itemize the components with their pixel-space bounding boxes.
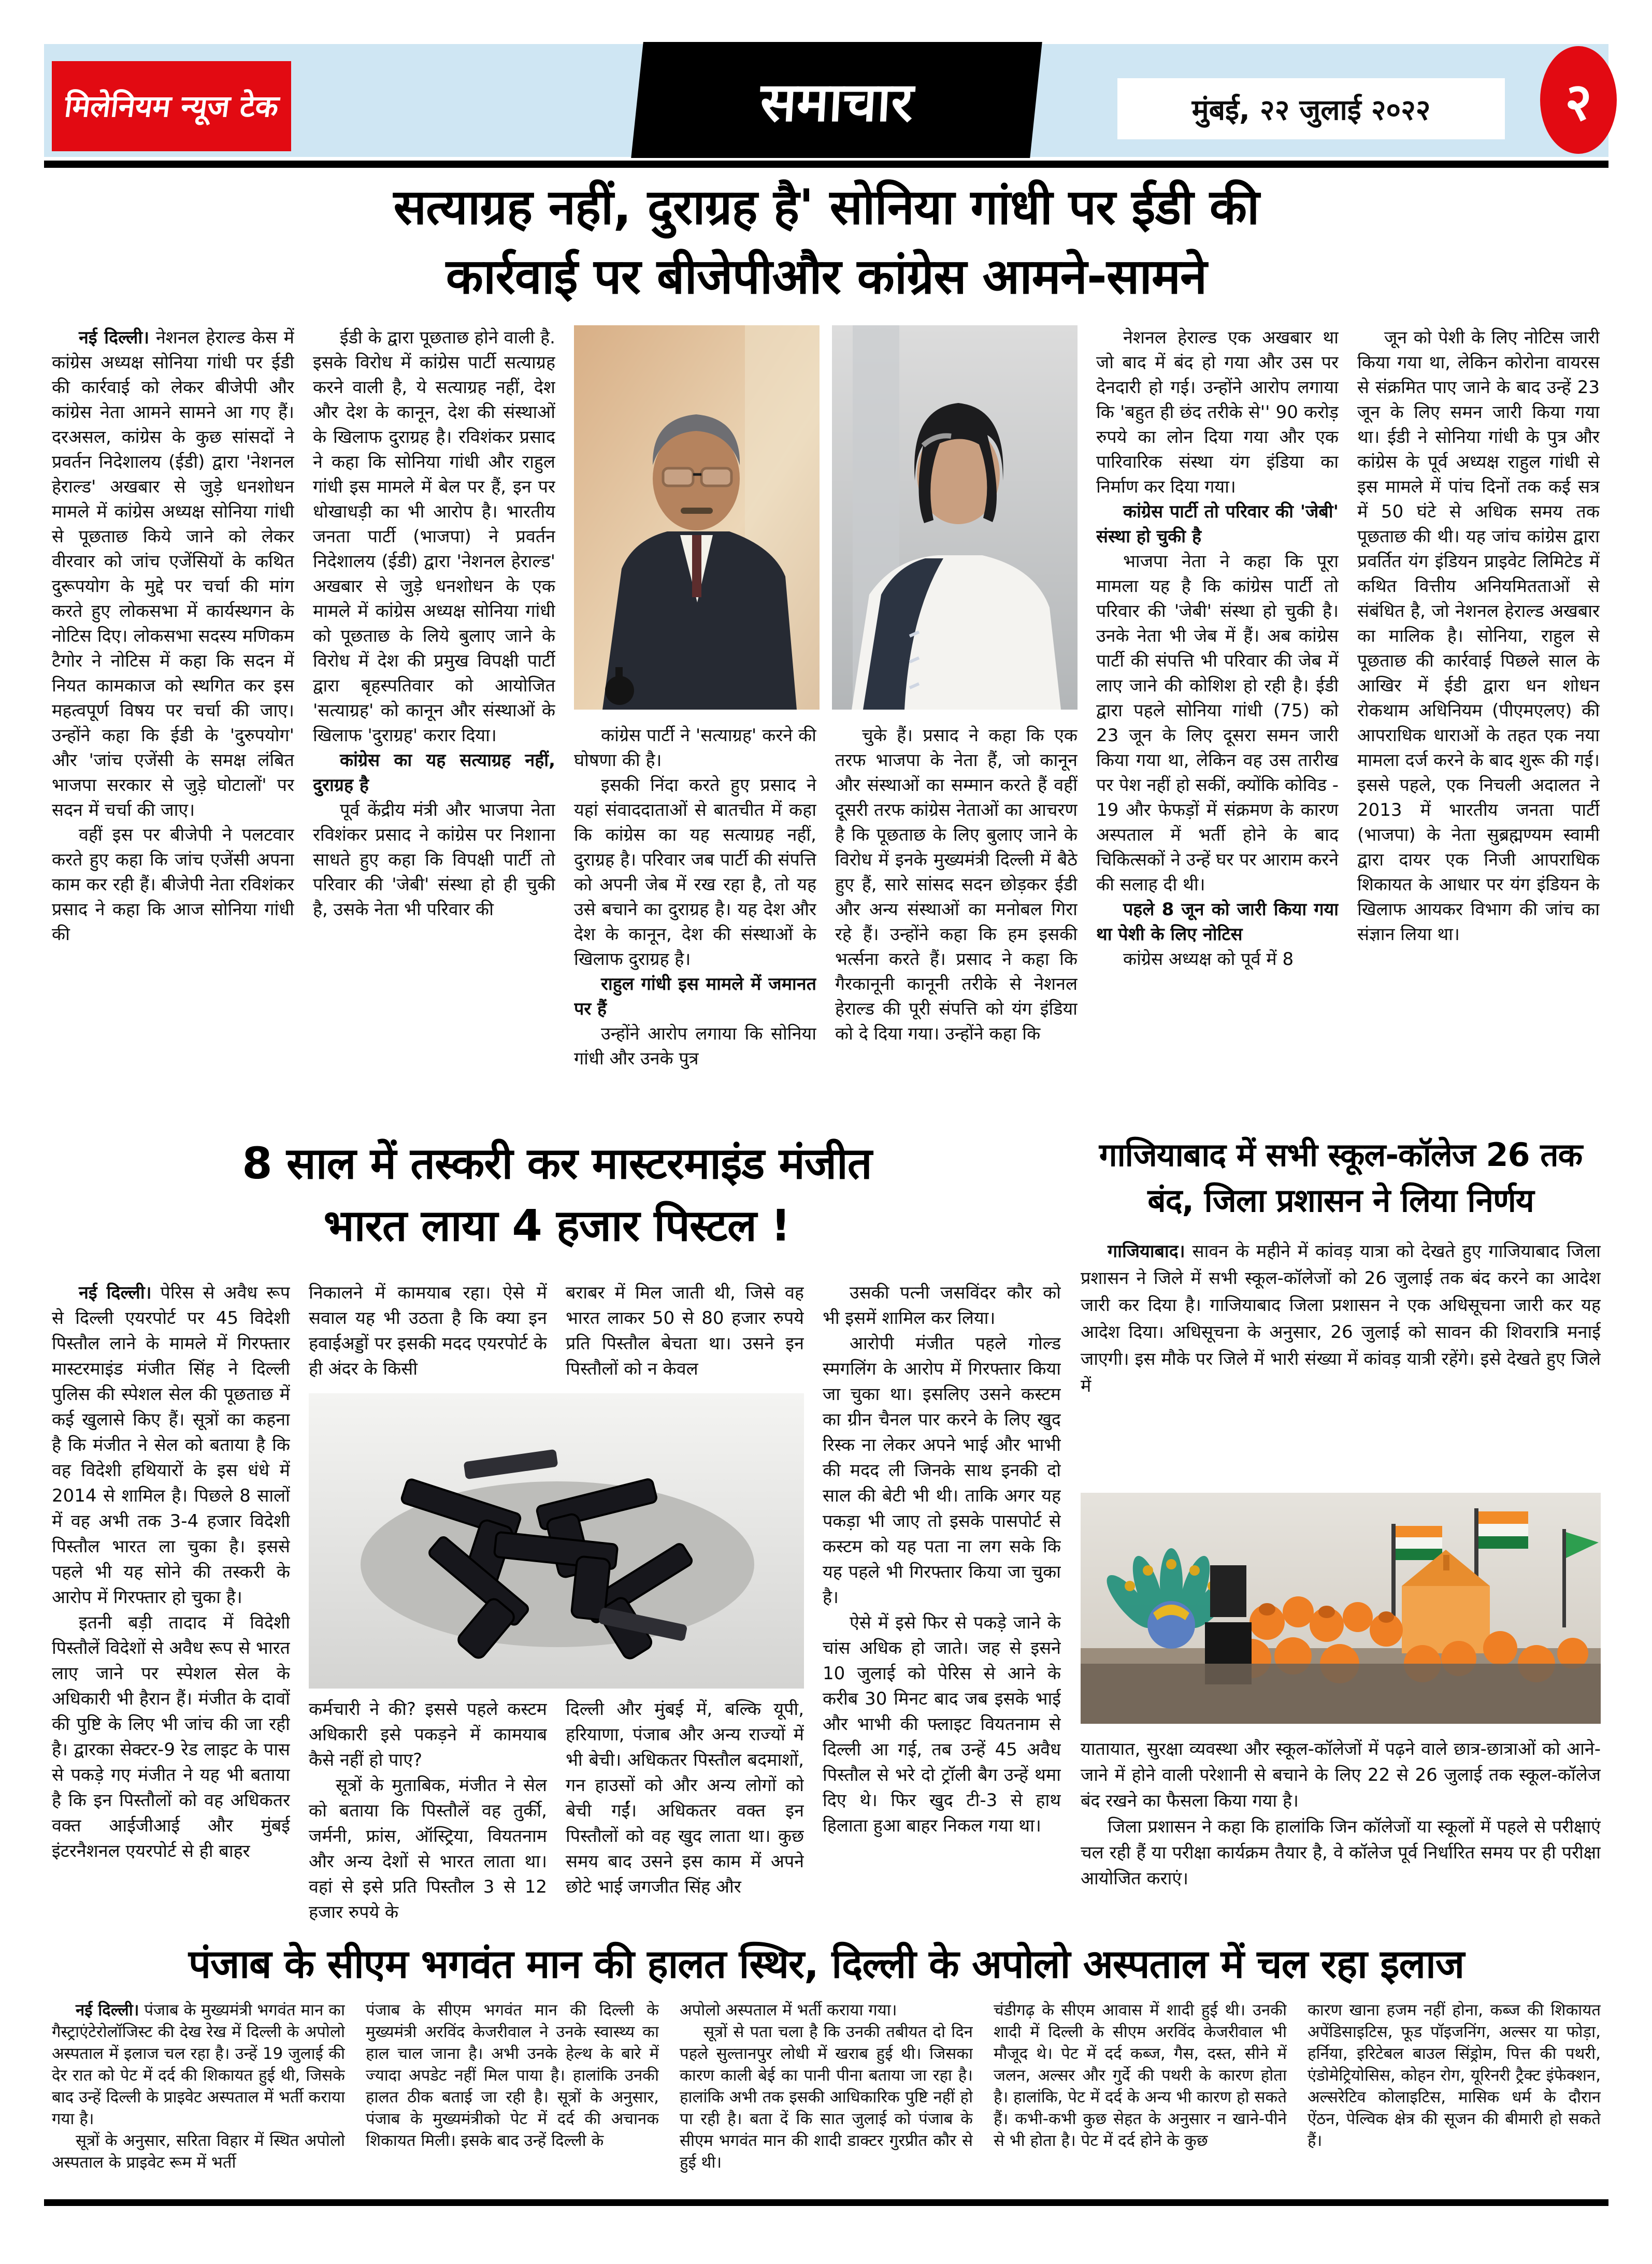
article2-col2-top: निकालने में कामयाब रहा। ऐसे में सवाल यह भी उठता है कि क्या इन हवाईअड्डों पर इसकी मदद एयरपोर्ट के ही अंदर के किसी <box>309 1282 547 1379</box>
paragraph: कांग्रेस अध्यक्ष को पूर्व में 8 <box>1123 949 1294 970</box>
date-box <box>1117 78 1505 139</box>
paragraph: चुके हैं। प्रसाद ने कहा कि एक तरफ भाजपा के नेता हैं, जो कानून और संस्थाओं का सम्मान करते हैं वहीं दूसरी तरफ कांग्रेस नेताओं का आचरण है कि पूछताछ के लिए बुलाए जाने के विरोध में इनके मुख्यमंत्री दिल्ली में बैठे हुए हैं, सारे सांसद सदन छोड़कर ईडी और अन्य संस्थाओं का मनोबल गिरा रहे हैं। उन्होंने कहा कि हम इसकी भर्त्सना करते हैं। प्रसाद ने कहा कि गैरकानूनी कानूनी तरीके से नेशनल हेराल्ड की पूरी संपत्ति को यंग इंडिया को दे दिया गया। उन्होंने कहा कि <box>835 725 1078 1044</box>
sonia-gandhi-photo <box>832 325 1078 710</box>
paragraph: कांग्रेस पार्टी ने 'सत्याग्रह' करने की घोषणा की है। <box>574 725 816 771</box>
article2-body <box>52 1280 1062 1934</box>
subhead: कांग्रेस का यह सत्याग्रह नहीं, दुराग्रह है <box>313 750 555 796</box>
kanwar-yatra-photo <box>1081 1493 1601 1724</box>
dateline: गाजियाबाद। <box>1108 1241 1185 1262</box>
article1-headline-line1: सत्याग्रह नहीं, दुराग्रह है' सोनिया गांधी पर ईडी की <box>393 179 1259 236</box>
article2-col3-bottom: दिल्ली और मुंबई में, बल्कि यूपी, हरियाणा, पंजाब और अन्य राज्यों में भी बेची। अधिकतर पिस्तौल बदमाशों, गन हाउसों को और अन्य लोगों को बेची गईं। अधिकतर वक्त इन पिस्तौलों को वह खुद लाता था। कुछ समय बाद उसने इस काम में अपने छोटे भाई जगजीत सिंह और <box>566 1699 804 1897</box>
brand-text: मिलेनियम न्यूज टेक <box>62 88 281 124</box>
article3-headline-line2: बंद, जिला प्रशासन ने लिया निर्णय <box>1147 1181 1534 1219</box>
article2-col1 <box>52 1280 290 1934</box>
paragraph: कारण खाना हजम नहीं होना, कब्ज की शिकायत अपेंडिसाइटिस, फूड पॉइजनिंग, अल्सर या फोड़ा, हर्निया, इरिटेबल बाउल सिंड्रोम, पित्त की पथरी, एंडोमेट्रियोसिस, कोहन रोग, यूरिनरी ट्रैक्ट इंफेक्शन, अल्सरेटिव कोलाइटिस, मासिक धर्म के दौरान ऐंठन, पेल्विक क्षेत्र की सूजन की बीमारी हो सकते हैं। <box>1308 2001 1601 2150</box>
subhead: पहले 8 जून को जारी किया गया था पेशी के लिए नोटिस <box>1096 899 1339 945</box>
article3-intro <box>1081 1238 1601 1483</box>
article1-col6 <box>1357 325 1600 1129</box>
paragraph: नई दिल्ली। पेरिस से अवैध रूप से दिल्ली एयरपोर्ट पर 45 विदेशी पिस्तौल लाने के मामले में गिरफ्तार मास्टरमाइंड मंजीत सिंह ने दिल्ली पुलिस की स्पेशल सेल की पूछताछ में कई खुलासे किए हैं। सूत्रों का कहना है कि मंजीत ने सेल को बताया है कि वह विदेशी हथियारों के इस धंधे में 2014 से शामिल है। पिछले 8 सालों में वह अभी तक 3-4 हजार विदेशी पिस्तौल भारत ला चुका है। इससे पहले भी यह सोने की तस्करी के आरोप में गिरफ्तार हो चुका है। <box>52 1282 290 1608</box>
article1-photos <box>574 325 1078 710</box>
paragraph: पंजाब के सीएम भगवंत मान की दिल्ली के मुख्यमंत्री अरविंद केजरीवाल ने उनके स्वास्थ्य का हाल चाल जाना है। अभी उनके हेल्थ के बारे में ज्यादा अपडेट नहीं मिल पाया है। हालांकि उनकी हालत ठीक बताई जा रही है। सूत्रों के अनुसार, पंजाब के मुख्यमंत्रीको पेट में दर्द की अचानक शिकायत मिली। इसके बाद उन्हें दिल्ली के <box>366 2001 659 2150</box>
paragraph: ऐसे में इसे फिर से पकड़े जाने के चांस अधिक हो जाते। जह से इसने 10 जुलाई को पेरिस से आने के करीब 30 मिनट बाद जब इसके भाई और भाभी की फ्लाइट वियतनाम से दिल्ली आ गई, तब उन्हें 45 अवैध पिस्तौल से भरे दो ट्रॉली बैग उन्हें थमा दिए थे। फिर खुद टी-3 से हाथ हिलाता हुआ बाहर निकल गया था। <box>823 1612 1061 1836</box>
article1-col4 <box>835 723 1078 1129</box>
article1-col3 <box>574 723 816 1129</box>
paragraph: पूर्व केंद्रीय मंत्री और भाजपा नेता रविशंकर प्रसाद ने कांग्रेस पर निशाना साधते हुए कहा कि विपक्षी पार्टी तो परिवार की 'जेबी' संस्था हो ही चुकी है, उसके नेता भी परिवार की <box>313 800 555 920</box>
article4-col4 <box>994 1999 1287 2197</box>
paragraph: उन्होंने आरोप लगाया कि सोनिया गांधी और उनके पुत्र <box>574 1023 816 1069</box>
paragraph: उसकी पत्नी जसविंदर कौर को भी इसमें शामिल कर लिया। <box>823 1282 1061 1329</box>
page-number: २ <box>1565 71 1592 132</box>
paragraph: वहीं इस पर बीजेपी ने पलटवार करते हुए कहा कि जांच एजेंसी अपना काम कर रही हैं। बीजेपी नेता रविशंकर प्रसाद ने कहा कि आज सोनिया गांधी की <box>52 825 294 945</box>
ravi-shankar-prasad-photo <box>574 325 820 710</box>
article2-pistol-smuggling <box>52 1132 1062 1937</box>
brand-logo <box>52 61 291 151</box>
page-number-badge <box>1540 46 1617 154</box>
article2-col4 <box>823 1280 1061 1934</box>
section-flag <box>631 42 1042 158</box>
paragraph: जून को पेशी के लिए नोटिस जारी किया गया था, लेकिन कोरोना वायरस से संक्रमित पाए जाने के बाद उन्हें 23 जून के लिए समन जारी किया गया था। ईडी ने सोनिया गांधी के पुत्र और कांग्रेस के पूर्व अध्यक्ष राहुल गांधी से इस मामले में पांच दिनों तक कई सत्र में 50 घंटे से अधिक समय तक पूछताछ की थी। यह जांच कांग्रेस द्वारा प्रवर्तित यंग इंडियन प्राइवेट लिमिटेड में कथित वित्तीय अनियमितताओं से संबंधित है, जो नेशनल हेराल्ड अखबार का मालिक है। सोनिया, राहुल से पूछताछ की कार्रवाई पिछले साल के आखिर में ईडी द्वारा धन शोधन रोकथाम अधिनियम (पीएमएलए) की आपराधिक धाराओं के तहत एक नया मामला दर्ज करने के बाद शुरू की गई। इससे पहले, एक निचली अदालत ने 2013 में भारतीय जनता पार्टी (भाजपा) के नेता सुब्रह्मण्यम स्वामी द्वारा दायर एक निजी आपराधिक शिकायत के आधार पर यंग इंडियन के खिलाफ आयकर विभाग की जांच का संज्ञान लिया था। <box>1357 327 1600 945</box>
article1-col2 <box>313 325 555 1129</box>
article2-middle <box>309 1280 804 1934</box>
paragraph: चंडीगढ़ के सीएम आवास में शादी हुई थी। उनकी शादी में दिल्ली के सीएम अरविंद केजरीवाल भी मौजूद थे। पेट में दर्द कब्ज, गैस, दस्त, सीने में जलन, अल्सर और गुर्दे की पथरी के कारण होता है। हालांकि, पेट में दर्द के अन्य भी कारण हो सकते हैं। कभी-कभी कुछ सेहत के अनुसार न खाने-पीने से भी होता है। पेट में दर्द होने के कुछ <box>994 2001 1287 2150</box>
article1-col5 <box>1096 325 1339 1129</box>
paragraph: सूत्रों के अनुसार, सरिता विहार में स्थित अपोलो अस्पताल के प्राइवेट रूम में भर्ती <box>52 2131 345 2172</box>
header-rule <box>44 161 1608 168</box>
article4-body <box>52 1999 1601 2197</box>
article2-middle-bottom <box>309 1697 804 1934</box>
paragraph: जिला प्रशासन ने कहा कि हालांकि जिन कॉलेजों या स्कूलों में पहले से परीक्षाएं चल रही हैं या परीक्षा कार्यक्रम तैयार है, वे कॉलेज पूर्व निर्धारित समय पर ही परीक्षा आयोजित कराएं। <box>1081 1816 1601 1889</box>
dateline: नई दिल्ली। <box>76 2001 139 2020</box>
footer-rule <box>44 2199 1608 2206</box>
edition-date: मुंबई, २२ जुलाई २०२२ <box>1191 93 1431 126</box>
masthead <box>44 44 1608 157</box>
article2-col3-top: बराबर में मिल जाती थी, जिसे वह भारत लाकर 50 से 80 हजार रुपये प्रति पिस्तौल बेचता था। उसने इन पिस्तौलों को न केवल <box>566 1282 804 1379</box>
article1-middle-columns <box>574 325 1078 1129</box>
subhead: कांग्रेस पार्टी तो परिवार की 'जेबी' संस्था हो चुकी है <box>1096 501 1339 547</box>
paragraph: आरोपी मंजीत पहले गोल्ड स्मगलिंग के आरोप में गिरफ्तार किया जा चुका था। इसलिए उसने कस्टम का ग्रीन चैनल पार करने के लिए खुद रिस्क ना लेकर अपने भाई और भाभी की मदद ली जिनके साथ इनकी दो साल की बेटी भी थी। ताकि अगर यह पकड़ा भी जाए तो इसके पासपोर्ट से कस्टम को यह पता ना लग सके कि यह पहले भी गिरफ्तार किया जा चुका है। <box>823 1333 1061 1608</box>
article3-headline <box>1081 1132 1601 1231</box>
paragraph: नई दिल्ली। नेशनल हेराल्ड केस में कांग्रेस अध्यक्ष सोनिया गांधी पर ईडी की कार्रवाई को लेकर बीजेपी और कांग्रेस नेता आमने सामने आ गए हैं। दरअसल, कांग्रेस के कुछ सांसदों ने प्रवर्तन निदेशालय (ईडी) द्वारा 'नेशनल हेराल्ड' अखबार से जुड़े धनशोधन मामले में कांग्रेस अध्यक्ष सोनिया गांधी से पूछताछ किये जाने को लेकर वीरवार को जांच एजेंसियों के कथित दुरूपयोग के मुद्दे पर चर्चा की मांग करते हुए लोकसभा में कार्यस्थगन के नोटिस दिए। लोकसभा सदस्य मणिकम टैगोर ने नोटिस में कहा कि सदन में नियत कामकाज को स्थगित कर इस महत्वपूर्ण विषय पर चर्चा की जाए। उन्होंने कहा कि ईडी के 'दुरुपयोग' और 'जांच एजेंसी के समक्ष लंबित भाजपा सरकार से जुड़े घोटालों' पर सदन में चर्चा की जाए। <box>52 327 294 820</box>
article3-closing <box>1081 1736 1601 1928</box>
article1-middle-text <box>574 723 1078 1129</box>
article2-middle-top <box>309 1280 804 1386</box>
article4-col3 <box>680 1999 973 2197</box>
paragraph: गाजियाबाद। सावन के महीने में कांवड़ यात्रा को देखते हुए गाजियाबाद जिला प्रशासन ने जिले में सभी स्कूल-कॉलेजों को 26 जुलाई तक बंद करने का आदेश जारी कर दिया है। गाजियाबाद जिला प्रशासन ने एक अधिसूचना जारी कर यह आदेश दिया। अधिसूचना के अनुसार, 26 जुलाई को सावन की शिवरात्रि मनाई जाएगी। इस मौके पर जिले में भारी संख्या में कांवड़ यात्री रहेंगे। इसे देखते हुए जिले में <box>1081 1241 1601 1396</box>
paragraph: यातायात, सुरक्षा व्यवस्था और स्कूल-कॉलेजों में पढ़ने वाले छात्र-छात्राओं को आने-जाने में होने वाली परेशानी से बचाने के लिए 22 से 26 जुलाई तक स्कूल-कॉलेज बंद रखने का फैसला किया गया है। <box>1081 1739 1601 1811</box>
article4-col1 <box>52 1999 345 2197</box>
seized-pistols-photo <box>309 1393 804 1689</box>
article3-ghaziabad-schools <box>1081 1132 1601 1937</box>
paragraph: भाजपा नेता ने कहा कि पूरा मामला यह है कि कांग्रेस पार्टी तो परिवार की 'जेबी' संस्था हो चुकी है। उनके नेता भी जेब में हैं। अब कांग्रेस पार्टी की संपत्ति भी परिवार की जेब में लाए जाने की कोशिश हो रही है। ईडी द्वारा पहले सोनिया गांधी (75) को 23 जून के लिए दूसरा समन जारी किया गया था, लेकिन वह उस तारीख पर पेश नहीं हो सकीं, क्योंकि कोविड - 19 और फेफड़ों में संक्रमण के कारण अस्पताल में भर्ती होने के बाद चिकित्सकों ने उन्हें घर पर आराम करने की सलाह दी थी। <box>1096 551 1339 895</box>
dateline: नई दिल्ली। <box>79 327 150 348</box>
article1-headline-line2: कार्रवाई पर बीजेपीऔर कांग्रेस आमने-सामने <box>446 249 1207 305</box>
dateline: नई दिल्ली। <box>79 1282 152 1303</box>
article2-headline-line2: भारत लाया 4 हजार पिस्टल ! <box>323 1200 791 1251</box>
article1-col1 <box>52 325 294 1129</box>
paragraph: इतनी बड़ी तादाद में विदेशी पिस्तौलें विदेशों से अवैध रूप से भारत लाए जाने पर स्पेशल सेल के अधिकारी भी हैरान हैं। मंजीत के दावों की पुष्टि के लिए भी जांच की जा रही है। द्वारका सेक्टर-9 रेड लाइट के पास से पकड़े गए मंजीत ने यह भी बताया है कि इन पिस्तौलों को वह अधिकतर वक्त आईजीआई और मुंबई इंटरनैशनल एयरपोर्ट से ही बाहर <box>52 1612 290 1862</box>
subhead: राहुल गांधी इस मामले में जमानत पर हैं <box>574 974 816 1019</box>
paragraph: नई दिल्ली। पंजाब के मुख्यमंत्री भगवंत मान का गैस्ट्राएंटेरोलॉजिस्ट की देख रेख में दिल्ली के अपोलो अस्पताल में इलाज चल रहा है। उन्हें 19 जुलाई की देर रात को पेट में दर्द की शिकायत हुई थी, जिसके बाद उन्हें दिल्ली के प्राइवेट अस्पताल में भर्ती कराया गया है। <box>52 2001 345 2128</box>
article2-col2-bottom: कर्मचारी ने की? इससे पहले कस्टम अधिकारी इसे पकड़ने में कामयाब कैसे नहीं हो पाए? सूत्रों के मुताबिक, मंजीत ने सेल को बताया कि पिस्तौलें वह तुर्की, जर्मनी, फ्रांस, ऑस्ट्रिया, वियतनाम और अन्य देशों से भारत लाता था। वहां से इसे प्रति पिस्तौल 3 से 12 हजार रुपये के <box>309 1699 547 1923</box>
section-title: समाचार <box>758 70 915 134</box>
paragraph: ईडी के द्वारा पूछताछ होने वाली है. इसके विरोध में कांग्रेस पार्टी सत्याग्रह करने वाली है, ये सत्याग्रह नहीं, देश और देश के कानून, देश की संस्थाओं के खिलाफ दुराग्रह है। रविशंकर प्रसाद ने कहा कि सोनिया गांधी और राहुल गांधी इस मामले में बेल पर हैं, इन पर धोखाधड़ी का भी आरोप है। भारतीय जनता पार्टी (भाजपा) ने प्रवर्तन निदेशालय (ईडी) द्वारा 'नेशनल हेराल्ड' अखबार से जुड़े धनशोधन के एक मामले में कांग्रेस अध्यक्ष सोनिया गांधी को पूछताछ के लिये बुलाए जाने के विरोध में देश की प्रमुख विपक्षी पार्टी द्वारा बृहस्पतिवार को आयोजित 'सत्याग्रह' को कानून और संस्थाओं के खिलाफ 'दुराग्रह' करार दिया। <box>313 327 555 746</box>
article4-headline: पंजाब के सीएम भगवंत मान की हालत स्थिर, दिल्ली के अपोलो अस्पताल में चल रहा इलाज <box>188 1941 1464 1987</box>
article1-headline <box>44 173 1608 320</box>
article4-col2 <box>366 1999 659 2197</box>
article3-headline-line1: गाजियाबाद में सभी स्कूल-कॉलेज 26 तक <box>1099 1136 1583 1174</box>
article4-bhagwant-mann <box>52 1938 1601 2197</box>
paragraph: अपोलो अस्पताल में भर्ती कराया गया। <box>680 2001 897 2020</box>
article4-col5 <box>1308 1999 1601 2197</box>
paragraph: नेशनल हेराल्ड एक अखबार था जो बाद में बंद हो गया और उस पर देनदारी हो गई। उन्होंने आरोप लगाया कि 'बहुत ही छंद तरीके से'' 90 करोड़ रुपये का लोन दिया गया और एक पारिवारिक संस्था यंग इंडिया का निर्माण कर दिया गया। <box>1096 327 1339 497</box>
article2-headline-line1: 8 साल में तस्करी कर मास्टरमाइंड मंजीत <box>242 1138 872 1189</box>
paragraph: सूत्रों से पता चला है कि उनकी तबीयत दो दिन पहले सुल्तानपुर लोधी में खराब हुई थी। जिसका कारण काली बेई का पानी पीना बताया जा रहा है। हालांकि अभी तक इसकी आधिकारिक पुष्टि नहीं हो पा रही है। बता दें कि सात जुलाई को पंजाब के सीएम भगवंत मान की शादी डाक्टर गुरप्रीत कौर से हुई थी। <box>680 2023 973 2172</box>
article1-body <box>52 325 1601 1129</box>
article2-headline <box>52 1132 1062 1271</box>
paragraph: इसकी निंदा करते हुए प्रसाद ने यहां संवाददाताओं से बातचीत में कहा कि कांग्रेस का यह सत्याग्रह नहीं, दुराग्रह है। परिवार जब पार्टी की संपत्ति को अपनी जेब में रख रहा है, तो यह उसे बचाने का दुराग्रह है। यह देश और देश के कानून, देश की संस्थाओं के खिलाफ दुराग्रह है। <box>574 775 816 970</box>
